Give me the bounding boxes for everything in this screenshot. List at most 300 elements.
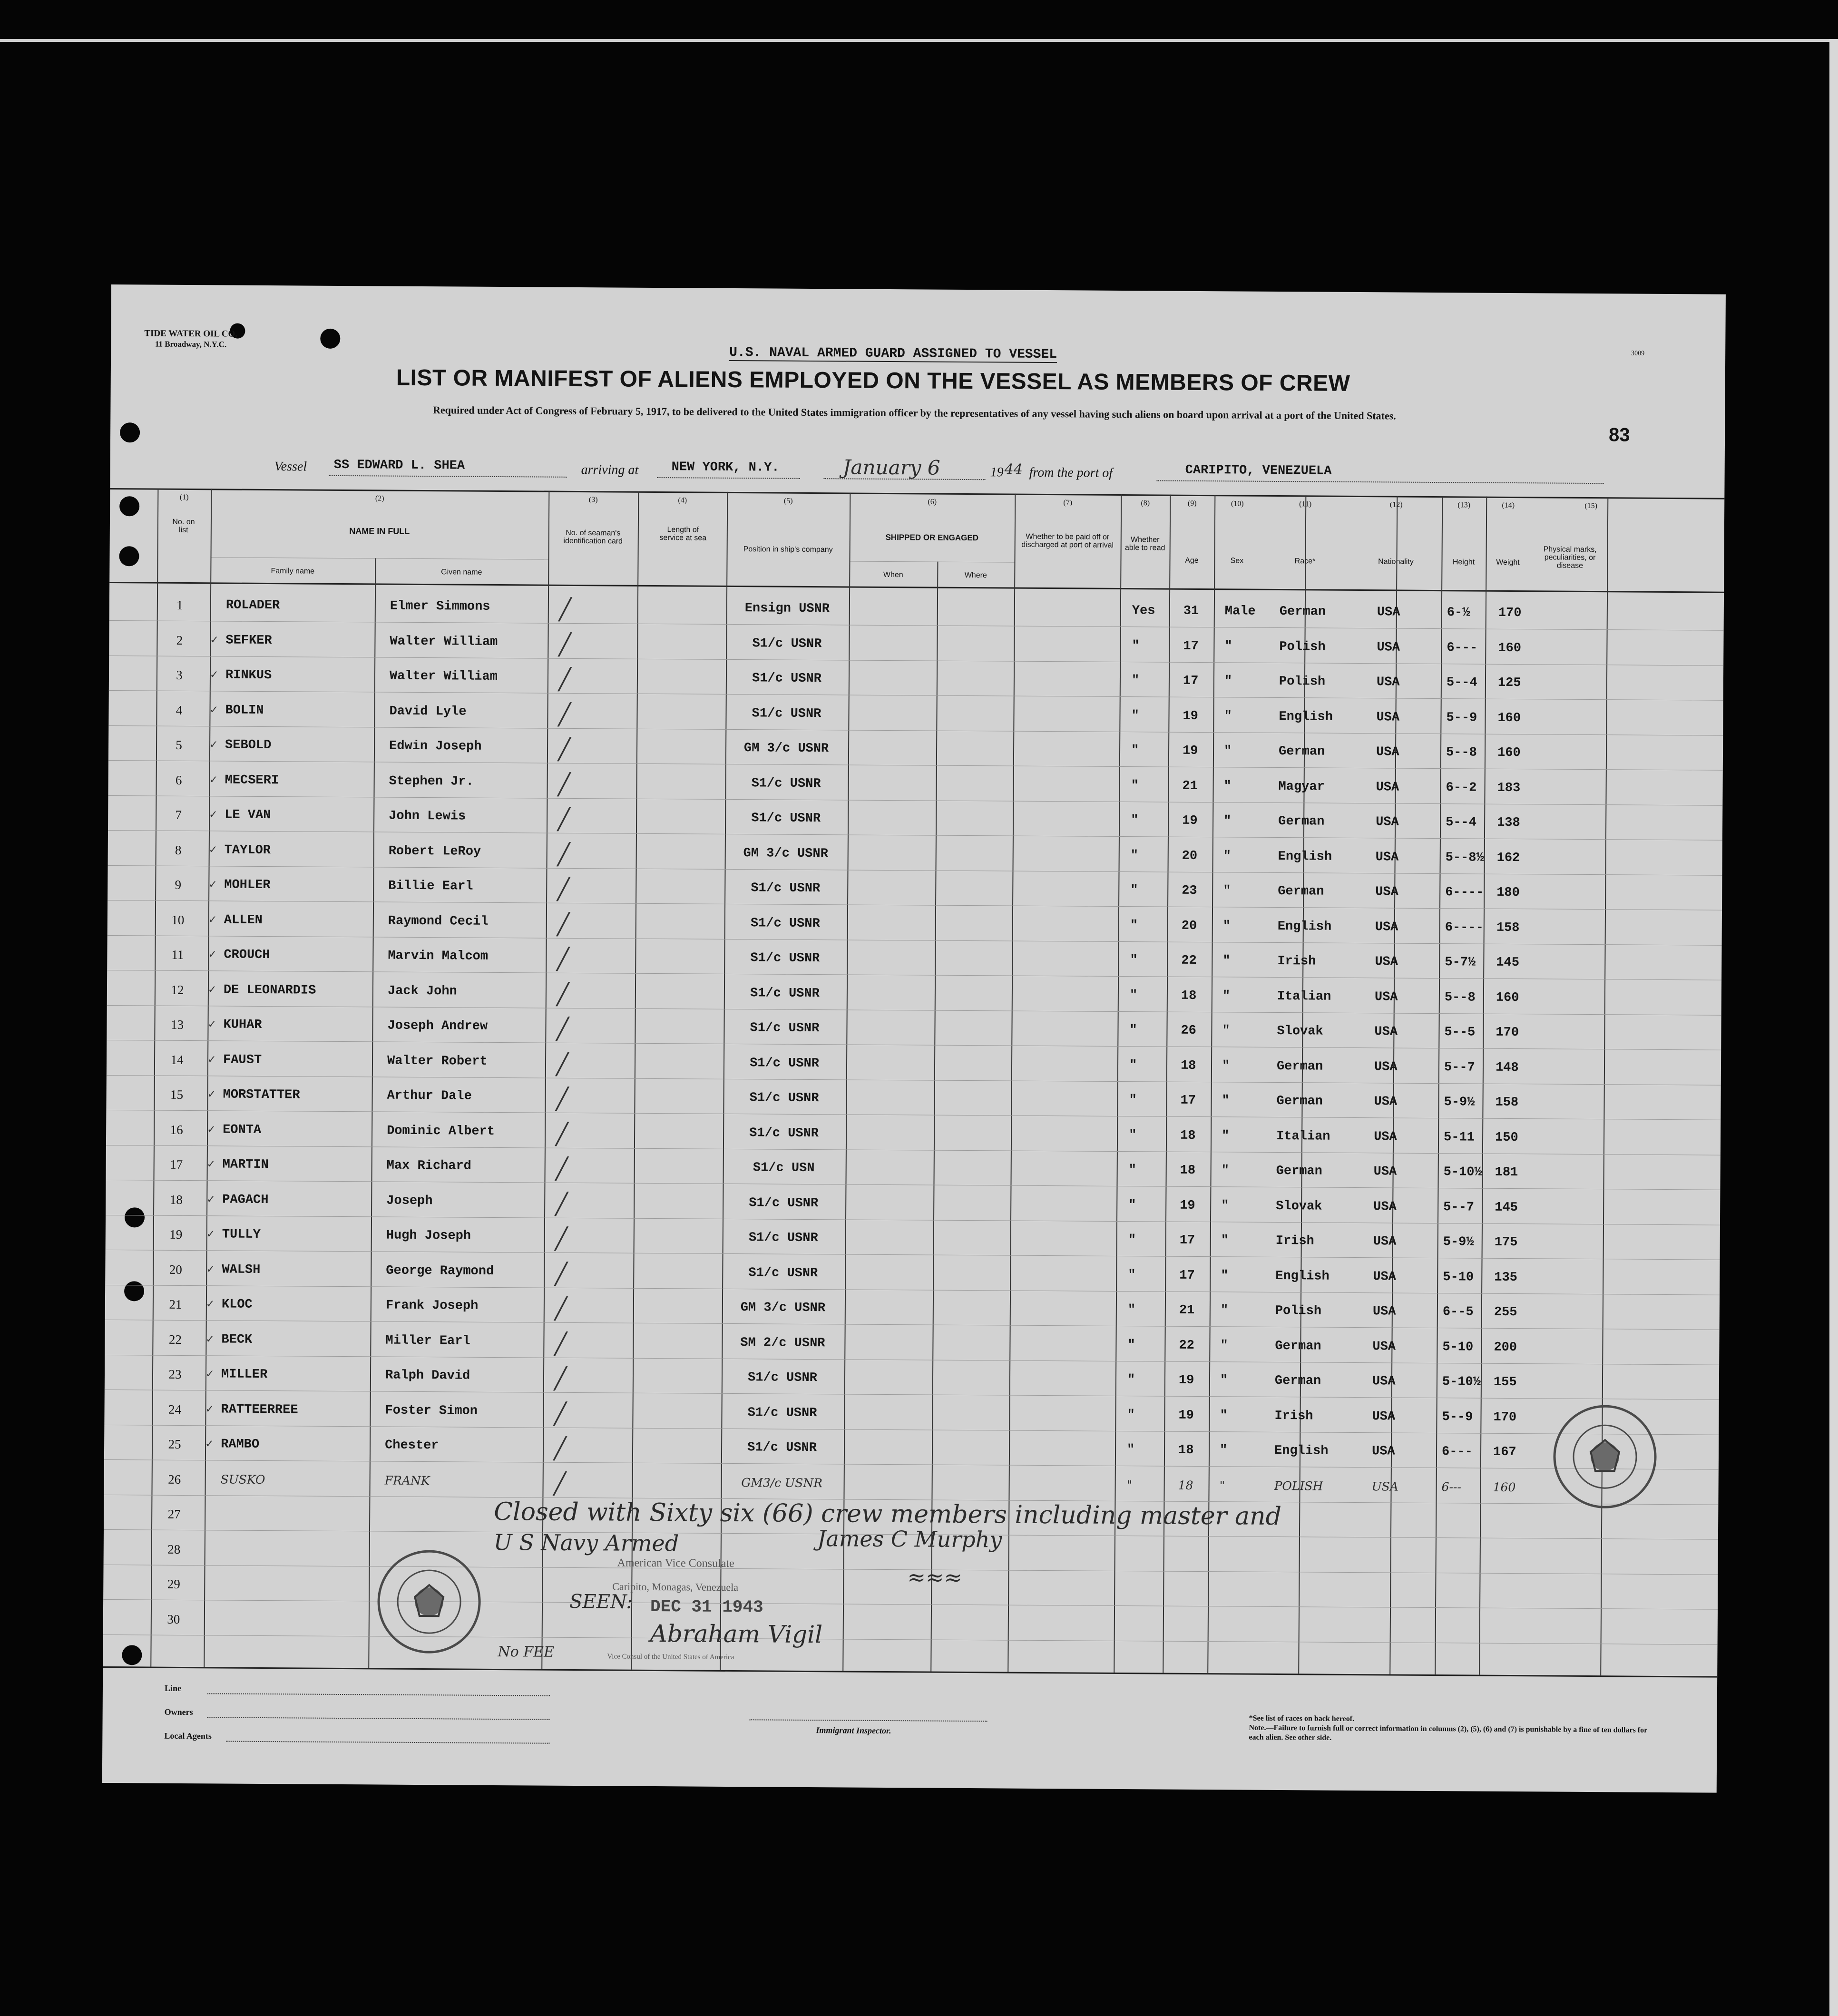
cell-given-name: Stephen Jr. [389,774,474,789]
cell-row-number: 19 [169,1227,183,1242]
binder-hole [125,1207,145,1227]
binder-hole [119,496,139,516]
cell-family-name: WALSH [222,1262,261,1277]
row-rule [104,1424,1719,1435]
arrival-year: 44 [1004,461,1023,478]
cell-family-name: KLOC [221,1297,253,1312]
cell-race: Irish [1274,1409,1313,1423]
from-port-underline [1157,480,1604,484]
cell-able-to-read: " [1130,953,1138,968]
cell-family-name: MILLER [221,1367,268,1382]
cell-able-to-read: " [1127,1303,1136,1318]
cell-height: 5-10 [1442,1340,1474,1355]
cell-nationality: USA [1375,955,1398,969]
vice-consul-title: Vice Consul of the United States of America [607,1653,734,1662]
cell-height: 5--8 [1446,745,1477,760]
footer-line-underline [207,1693,550,1696]
cell-height: 5--7 [1444,1060,1475,1075]
col-number: (11) [1299,500,1312,509]
cell-able-to-read: " [1128,1163,1136,1178]
cell-position: S1/c USNR [752,706,821,721]
cell-race: German [1274,1373,1321,1389]
cell-height: 5--4 [1446,815,1477,830]
cell-age: 20 [1181,919,1197,933]
cell-row-number: 25 [168,1437,181,1451]
col-number: (4) [678,496,687,505]
row-rule [108,725,1723,735]
cell-position: Ensign USNR [744,601,830,617]
cell-race: POLISH [1274,1478,1323,1493]
arriving-port: NEW YORK, N.Y. [671,460,780,475]
cell-race: German [1278,744,1325,759]
check-mark: ✓ [205,1368,215,1380]
cell-nationality: USA [1371,1479,1398,1494]
id-card-tick-mark: ╱ [556,982,569,1007]
consulate-place: Caripito, Monagas, Venezuela [612,1580,739,1594]
row-rule [106,1250,1720,1260]
cell-able-to-read: " [1130,918,1138,933]
arrival-date: January 6 [842,455,940,480]
cell-weight: 170 [1496,1025,1519,1040]
cell-row-number: 28 [167,1542,181,1556]
cell-position: SM 2/c USNR [740,1335,825,1351]
cell-height: 5-9½ [1444,1095,1475,1110]
check-mark: ✓ [207,1018,217,1031]
row-rule [109,655,1723,665]
cell-family-name: BECK [221,1332,253,1347]
cell-height: 6--- [1441,1445,1473,1459]
subtitle: Required under Act of Congress of February 5, 1917, to be delivered to the United States immigration officer by the representatives of any vessel having such aliens on board upon arrival at a port of the United States. [432,404,1396,422]
check-mark: ✓ [207,983,217,996]
cell-nationality: USA [1372,1374,1396,1389]
col-number: (8) [1141,499,1150,508]
col-number: (3) [588,496,598,504]
col-number: (10) [1231,499,1244,508]
row-rule [106,1180,1720,1190]
row-rule [105,1354,1719,1365]
cell-age: 22 [1181,953,1197,968]
cell-weight: 145 [1496,955,1520,970]
inspector-label: Immigrant Inspector. [816,1725,891,1736]
cell-age: 18 [1178,1443,1194,1458]
cell-sex: " [1221,1164,1229,1178]
cell-weight: 170 [1493,1410,1517,1425]
cell-given-name: Walter William [389,669,498,684]
cell-position: S1/c USNR [748,1265,818,1281]
cell-row-number: 21 [169,1297,182,1311]
cell-row-number: 4 [176,703,183,717]
cell-weight: 135 [1494,1270,1518,1285]
cell-row-number: 17 [170,1157,183,1172]
cell-row-number: 30 [167,1612,180,1626]
header-marks: Physical marks, peculiarities, or disease [1543,545,1597,570]
id-card-tick-mark: ╱ [557,772,571,797]
cell-row-number: 16 [170,1122,183,1137]
cell-sex: " [1221,1233,1229,1248]
cell-sex: " [1223,814,1232,829]
table-head-rule [109,582,1724,593]
row-rule [108,795,1722,805]
col-divider [1207,495,1215,1673]
id-card-tick-mark: ╱ [556,1086,569,1111]
id-card-tick-mark: ╱ [557,947,570,971]
cell-race: Slovak [1277,1024,1323,1039]
cell-height: 5-10 [1443,1270,1474,1285]
penalty-note: Note.—Failure to furnish full or correct information in columns (2), (5), (6) and (7) is punishable by a fine of ten dollars for each alien. See other side. [1249,1723,1648,1742]
row-rule [108,900,1722,910]
cell-family-name: RAMBO [221,1437,260,1452]
cell-nationality: USA [1376,745,1399,760]
row-rule [107,970,1721,980]
cell-row-number: 7 [175,807,182,822]
cell-position: S1/c USNR [752,636,822,651]
cell-weight: 181 [1495,1165,1518,1180]
company-block [144,328,237,350]
cell-able-to-read: " [1128,1198,1136,1213]
cell-nationality: USA [1373,1165,1397,1179]
col-number: (13) [1457,501,1471,509]
cell-family-name: KUHAR [223,1018,262,1032]
check-mark: ✓ [206,1158,216,1171]
row-rule [105,1390,1719,1400]
name-subhead-rule [210,557,548,559]
cell-nationality: USA [1372,1409,1396,1424]
cell-sex: " [1220,1408,1228,1423]
cell-age: 17 [1179,1233,1195,1248]
cell-nationality: USA [1375,850,1399,865]
cell-able-to-read: " [1128,1268,1136,1282]
cell-race: German [1276,1164,1322,1179]
cell-weight: 162 [1496,851,1520,865]
footer-owners-label: Owners [164,1707,193,1717]
cell-height: 5--9 [1446,710,1477,725]
row-rule [107,1040,1721,1050]
cell-height: 5--4 [1446,675,1477,690]
col-number: (1) [179,493,189,502]
cell-height: 6--5 [1442,1305,1474,1320]
header-where: Where [964,571,987,580]
cell-given-name: Joseph Andrew [387,1018,488,1034]
check-mark: ✓ [207,1123,216,1135]
company-address: 11 Broadway, N.Y.C. [155,339,227,349]
cell-weight: 145 [1495,1200,1518,1215]
cell-able-to-read: " [1131,708,1139,723]
id-card-tick-mark: ╱ [554,1366,567,1391]
footer-owners-underline [207,1717,550,1720]
cell-age: 17 [1183,639,1199,654]
id-card-tick-mark: ╱ [555,1192,568,1216]
cell-nationality: USA [1372,1339,1396,1354]
header-race: Race* [1294,557,1316,566]
cell-given-name: Robert LeRoy [388,844,481,859]
header-shipped: SHIPPED OR ENGAGED [885,532,979,543]
check-mark: ✓ [206,1263,215,1275]
header-when: When [883,570,903,579]
from-port-label: from the port of [1029,465,1113,480]
cell-given-name: Dominic Albert [387,1124,495,1139]
cell-weight: 138 [1497,815,1520,831]
cell-able-to-read: " [1129,1093,1137,1108]
cell-position: S1/c USNR [747,1440,817,1456]
cell-given-name: Foster Simon [385,1403,478,1419]
cell-height: 6-½ [1447,606,1470,620]
cell-family-name: MECSERI [225,773,279,788]
date-underline [824,478,986,480]
check-mark: ✓ [208,879,217,891]
col-divider [204,489,215,1667]
no-fee-note: No FEE [498,1644,555,1661]
assignment-line: U.S. NAVAL ARMED GUARD ASSIGNED TO VESSEL [729,345,1057,362]
cell-given-name: George Raymond [386,1263,494,1279]
cell-able-to-read: " [1129,988,1138,1003]
cell-position: GM 3/c USNR [743,741,829,756]
header-family-name: Family name [271,567,315,576]
cell-row-number: 24 [168,1402,182,1417]
cell-height: 5--8½ [1445,850,1484,865]
binder-hole [120,422,140,442]
cell-age: 18 [1178,1478,1193,1492]
row-rule [103,1634,1718,1644]
cell-row-number: 6 [175,773,182,787]
col-number: (7) [1063,499,1073,507]
cell-sex: " [1223,779,1232,793]
cell-sex: " [1219,1478,1225,1492]
id-card-tick-mark: ╱ [558,702,571,727]
cell-sex: " [1220,1303,1229,1318]
cell-weight: 160 [1498,641,1522,656]
row-rule [105,1320,1720,1330]
row-rule [103,1599,1718,1610]
cell-sex: " [1220,1373,1228,1388]
cell-given-name: Jack John [387,984,457,998]
row-rule [107,1075,1721,1085]
cell-position: GM3/c USNR [741,1475,823,1490]
cell-row-number: 8 [175,842,182,857]
cell-nationality: USA [1377,640,1400,655]
murphy-signature: James C Murphy [817,1526,1002,1553]
cell-position: GM 3/c USNR [743,846,828,861]
cell-age: 17 [1180,1093,1196,1108]
cell-race: German [1278,814,1325,829]
check-mark: ✓ [209,739,218,751]
cell-given-name: Hugh Joseph [386,1228,471,1243]
cell-position: S1/c USNR [750,986,820,1001]
cell-able-to-read: " [1130,848,1139,863]
arriving-underline [657,477,800,479]
cell-family-name: MORSTATTER [223,1087,300,1103]
cell-position: S1/c USNR [750,951,820,966]
cell-given-name: Joseph [386,1194,433,1208]
row-rule [108,935,1722,945]
check-mark: ✓ [209,704,219,716]
cell-age: 22 [1179,1338,1194,1353]
cell-sex: " [1224,639,1232,654]
cell-age: 23 [1182,883,1197,898]
binder-hole [119,546,139,566]
cell-height: 5--9 [1442,1409,1473,1425]
id-card-tick-mark: ╱ [555,1156,568,1181]
cell-able-to-read: " [1131,813,1139,828]
cell-weight: 160 [1493,1480,1516,1494]
page-title: LIST OR MANIFEST OF ALIENS EMPLOYED ON THE VESSEL AS MEMBERS OF CREW [396,365,1350,396]
cell-given-name: Marvin Malcom [388,949,489,964]
from-port: CARIPITO, VENEZUELA [1185,463,1332,479]
cell-given-name: Raymond Cecil [388,914,489,929]
col-number: (14) [1502,501,1515,510]
cell-height: 5--8 [1444,990,1476,1005]
cell-nationality: USA [1374,1059,1398,1075]
cell-height: 6---- [1445,885,1484,900]
check-mark: ✓ [207,1088,216,1101]
cell-race: Italian [1277,989,1331,1004]
id-card-tick-mark: ╱ [558,632,572,657]
id-card-tick-mark: ╱ [557,807,570,832]
check-mark: ✓ [207,1053,216,1066]
check-mark: ✓ [206,1228,215,1241]
cell-row-number: 26 [168,1472,181,1487]
cell-nationality: USA [1372,1304,1396,1319]
check-mark: ✓ [208,843,218,856]
cell-nationality: USA [1376,815,1399,830]
cell-position: S1/c USNR [747,1370,817,1386]
col-number: (12) [1389,500,1403,509]
cell-row-number: 18 [169,1192,183,1207]
cell-race: English [1278,849,1332,864]
seen-date: DEC 31 1943 [650,1596,763,1617]
col-number: (2) [375,494,384,503]
col-number: (15) [1584,501,1598,510]
col-divider [1298,495,1306,1673]
race-note: *See list of races on back hereof. [1249,1714,1355,1723]
murphy-initials: ≈≈≈ [907,1564,963,1590]
cell-given-name: John Lewis [389,809,466,824]
cell-race: English [1279,709,1333,724]
cell-able-to-read: Yes [1132,604,1155,618]
cell-age: 19 [1182,744,1198,758]
binder-hole [122,1645,142,1665]
cell-race: German [1276,1059,1323,1074]
seen-label: SEEN: [569,1590,633,1613]
cell-family-name: SEFKER [225,633,272,648]
cell-able-to-read: " [1129,1128,1137,1143]
check-mark: ✓ [209,809,218,821]
header-age: Age [1185,556,1199,565]
closing-note-line2: U S Navy Armed [493,1529,679,1556]
cell-row-number: 23 [168,1367,182,1381]
cell-position: S1/c USNR [752,671,821,686]
cell-row-number: 20 [169,1262,182,1277]
cell-position: S1/c USNR [749,1195,819,1211]
cell-race: Polish [1279,639,1326,655]
col-number: (9) [1187,499,1197,508]
scanner-frame-line [0,39,1838,42]
header-weight: Weight [1496,558,1520,567]
header-position: Position in ship's company [743,545,833,554]
cell-able-to-read: " [1131,744,1139,758]
cell-able-to-read: " [1130,883,1138,898]
cell-position: S1/c USNR [751,776,821,791]
header-sex: Sex [1230,557,1244,565]
cell-family-name: ROLADER [225,598,280,613]
header-able-read: Whether able to read [1124,536,1165,552]
cell-sex: " [1219,1443,1228,1458]
id-card-tick-mark: ╱ [557,912,570,937]
col-divider [720,492,728,1670]
id-card-tick-mark: ╱ [555,1226,568,1251]
cell-age: 19 [1180,1198,1195,1213]
cell-family-name: FAUST [223,1052,262,1067]
cell-sex: " [1222,988,1231,1003]
vessel-name: SS EDWARD L. SHEA [333,458,465,473]
cell-weight: 180 [1496,885,1520,900]
cell-able-to-read: " [1129,1023,1137,1038]
cell-weight: 148 [1495,1060,1519,1075]
cell-given-name: Max Richard [386,1158,472,1174]
header-length-service: Length of service at sea [659,526,707,542]
row-rule [109,620,1724,631]
consulate-title: American Vice Consulate [617,1556,734,1570]
col-divider [150,489,158,1667]
cell-sex: " [1221,1268,1229,1283]
cell-row-number: 10 [171,912,185,927]
col-divider [368,558,376,1668]
cell-given-name: Walter Robert [387,1054,488,1069]
cell-age: 31 [1183,604,1199,618]
id-card-tick-mark: ╱ [557,737,571,762]
cell-row-number: 29 [167,1576,180,1591]
row-rule [108,865,1722,875]
header-no-on-list: No. on list [172,518,195,534]
cell-race: Slovak [1276,1199,1322,1214]
cell-given-name: Ralph David [385,1368,470,1383]
cell-given-name: Miller Earl [385,1333,470,1349]
cell-weight: 170 [1498,606,1522,621]
cell-given-name: Elmer Simmons [390,599,490,614]
consular-seal-stamp-2 [1550,1402,1660,1512]
cell-weight: 160 [1497,745,1521,761]
closing-note: Closed with Sixty six (66) crew members including master and [494,1497,1282,1531]
id-card-tick-mark: ╱ [556,1017,569,1041]
check-mark: ✓ [205,1438,214,1450]
id-card-tick-mark: ╱ [557,877,570,901]
row-rule [109,690,1723,701]
cell-position: S1/c USNR [750,916,820,931]
cell-position: S1/c USN [753,1161,815,1176]
cell-row-number: 14 [170,1052,184,1067]
cell-weight: 183 [1497,781,1521,795]
check-mark: ✓ [209,773,218,786]
check-mark: ✓ [209,669,219,681]
row-rule [105,1284,1720,1295]
cell-given-name: David Lyle [389,704,467,719]
cell-row-number: 3 [176,667,183,682]
cell-family-name: TAYLOR [224,842,271,858]
cell-age: 18 [1180,1163,1196,1178]
cell-height: 6--2 [1446,780,1477,795]
cell-sex: " [1222,1058,1230,1073]
cell-family-name: EONTA [223,1122,262,1137]
id-card-tick-mark: ╱ [554,1296,567,1321]
cell-height: 5-10½ [1442,1375,1481,1390]
cell-able-to-read: " [1129,1058,1137,1073]
cell-row-number: 9 [175,877,182,892]
row-rule [106,1214,1720,1225]
row-rule [106,1110,1721,1120]
cell-race: English [1275,1269,1330,1284]
header-id-card: No. of seaman's identification card [563,528,623,546]
col-divider [631,491,639,1670]
check-mark: ✓ [205,1333,215,1345]
